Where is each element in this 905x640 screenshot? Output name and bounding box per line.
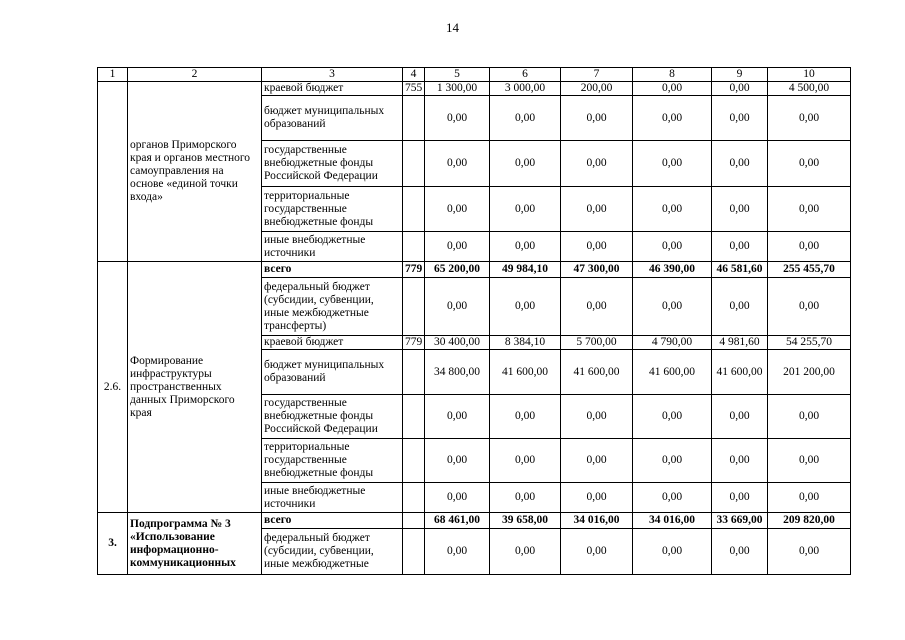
amount-cell: 0,00 (490, 483, 561, 513)
budget-code: 779 (403, 262, 425, 278)
amount-cell: 0,00 (490, 141, 561, 187)
amount-cell: 0,00 (768, 529, 851, 575)
amount-cell: 0,00 (490, 395, 561, 439)
amount-cell: 39 658,00 (490, 513, 561, 529)
amount-cell: 0,00 (425, 529, 490, 575)
funding-source: иные внебюджетные источники (262, 483, 403, 513)
amount-cell: 68 461,00 (425, 513, 490, 529)
amount-cell: 0,00 (561, 483, 633, 513)
amount-cell: 255 455,70 (768, 262, 851, 278)
amount-cell: 4 790,00 (633, 336, 712, 350)
funding-source: краевой бюджет (262, 82, 403, 96)
budget-code (403, 232, 425, 262)
amount-cell: 34 016,00 (561, 513, 633, 529)
amount-cell: 34 016,00 (633, 513, 712, 529)
amount-cell: 0,00 (768, 483, 851, 513)
amount-cell: 0,00 (633, 141, 712, 187)
amount-cell: 49 984,10 (490, 262, 561, 278)
program-name: Подпрограмма № 3 «Использование информационно-коммуникационных (128, 513, 262, 575)
amount-cell: 0,00 (425, 439, 490, 483)
amount-cell: 46 390,00 (633, 262, 712, 278)
header-cell: 6 (490, 68, 561, 82)
row-group-code: 2.6. (98, 262, 128, 513)
amount-cell: 0,00 (561, 232, 633, 262)
amount-cell: 0,00 (633, 232, 712, 262)
budget-code (403, 439, 425, 483)
amount-cell: 54 255,70 (768, 336, 851, 350)
funding-source: бюджет муниципальных образований (262, 96, 403, 141)
amount-cell: 0,00 (712, 187, 768, 232)
budget-code (403, 96, 425, 141)
amount-cell: 0,00 (490, 96, 561, 141)
header-cell: 7 (561, 68, 633, 82)
amount-cell: 0,00 (425, 187, 490, 232)
header-cell: 8 (633, 68, 712, 82)
amount-cell: 0,00 (768, 187, 851, 232)
funding-source: всего (262, 513, 403, 529)
amount-cell: 41 600,00 (712, 350, 768, 395)
header-cell: 4 (403, 68, 425, 82)
amount-cell: 0,00 (425, 278, 490, 336)
row-group-code (98, 82, 128, 262)
amount-cell: 0,00 (425, 232, 490, 262)
amount-cell: 33 669,00 (712, 513, 768, 529)
amount-cell: 1 300,00 (425, 82, 490, 96)
amount-cell: 4 500,00 (768, 82, 851, 96)
amount-cell: 0,00 (712, 529, 768, 575)
page-number: 14 (446, 20, 459, 35)
funding-source: федеральный бюджет (субсидии, субвенции, иные межбюджетные (262, 529, 403, 575)
amount-cell: 0,00 (490, 439, 561, 483)
amount-cell: 209 820,00 (768, 513, 851, 529)
amount-cell: 46 581,60 (712, 262, 768, 278)
budget-code (403, 513, 425, 529)
budget-code: 755 (403, 82, 425, 96)
header-cell: 9 (712, 68, 768, 82)
amount-cell: 0,00 (712, 141, 768, 187)
amount-cell: 0,00 (633, 395, 712, 439)
amount-cell: 0,00 (712, 232, 768, 262)
amount-cell: 0,00 (768, 395, 851, 439)
amount-cell: 0,00 (768, 232, 851, 262)
row-group-code: 3. (98, 513, 128, 575)
amount-cell: 0,00 (490, 278, 561, 336)
amount-cell: 0,00 (712, 96, 768, 141)
amount-cell: 0,00 (633, 187, 712, 232)
amount-cell: 0,00 (561, 96, 633, 141)
amount-cell: 0,00 (633, 82, 712, 96)
funding-source: всего (262, 262, 403, 278)
table-row (98, 262, 851, 278)
funding-source: территориальные государственные внебюджетные фонды (262, 439, 403, 483)
amount-cell: 5 700,00 (561, 336, 633, 350)
header-cell: 1 (98, 68, 128, 82)
header-row (98, 68, 851, 82)
budget-code (403, 350, 425, 395)
budget-code (403, 395, 425, 439)
header-cell: 5 (425, 68, 490, 82)
amount-cell: 65 200,00 (425, 262, 490, 278)
header-cell: 3 (262, 68, 403, 82)
amount-cell: 0,00 (768, 96, 851, 141)
amount-cell: 201 200,00 (768, 350, 851, 395)
amount-cell: 0,00 (425, 96, 490, 141)
budget-code (403, 529, 425, 575)
amount-cell: 0,00 (633, 96, 712, 141)
budget-code (403, 187, 425, 232)
amount-cell: 0,00 (633, 439, 712, 483)
funding-source: государственные внебюджетные фонды Российской Федерации (262, 395, 403, 439)
amount-cell: 0,00 (490, 529, 561, 575)
amount-cell: 0,00 (561, 529, 633, 575)
budget-table (97, 67, 851, 575)
budget-code (403, 141, 425, 187)
amount-cell: 0,00 (712, 395, 768, 439)
budget-code (403, 278, 425, 336)
budget-code: 779 (403, 336, 425, 350)
amount-cell: 0,00 (633, 483, 712, 513)
table-row (98, 513, 851, 529)
amount-cell: 0,00 (425, 141, 490, 187)
funding-source: федеральный бюджет (субсидии, субвенции, иные межбюджетные трансферты) (262, 278, 403, 336)
amount-cell: 0,00 (561, 141, 633, 187)
amount-cell: 0,00 (425, 395, 490, 439)
amount-cell: 30 400,00 (425, 336, 490, 350)
amount-cell: 0,00 (490, 187, 561, 232)
amount-cell: 200,00 (561, 82, 633, 96)
program-name: органов Приморского края и органов местного самоуправления на основе «единой точки входа» (128, 82, 262, 262)
funding-source: территориальные государственные внебюджетные фонды (262, 187, 403, 232)
header-cell: 2 (128, 68, 262, 82)
amount-cell: 0,00 (633, 529, 712, 575)
amount-cell: 0,00 (561, 439, 633, 483)
amount-cell: 4 981,60 (712, 336, 768, 350)
funding-source: государственные внебюджетные фонды Российской Федерации (262, 141, 403, 187)
amount-cell: 0,00 (768, 141, 851, 187)
amount-cell: 0,00 (561, 187, 633, 232)
amount-cell: 41 600,00 (633, 350, 712, 395)
amount-cell: 0,00 (425, 483, 490, 513)
amount-cell: 0,00 (633, 278, 712, 336)
budget-code (403, 483, 425, 513)
amount-cell: 47 300,00 (561, 262, 633, 278)
amount-cell: 0,00 (561, 278, 633, 336)
amount-cell: 34 800,00 (425, 350, 490, 395)
amount-cell: 0,00 (712, 278, 768, 336)
amount-cell: 8 384,10 (490, 336, 561, 350)
amount-cell: 0,00 (712, 483, 768, 513)
amount-cell: 0,00 (768, 278, 851, 336)
amount-cell: 0,00 (768, 439, 851, 483)
amount-cell: 41 600,00 (561, 350, 633, 395)
funding-source: краевой бюджет (262, 336, 403, 350)
program-name: Формирование инфраструктуры пространственных данных Приморского края (128, 262, 262, 513)
amount-cell: 0,00 (712, 439, 768, 483)
amount-cell: 3 000,00 (490, 82, 561, 96)
amount-cell: 0,00 (490, 232, 561, 262)
amount-cell: 0,00 (561, 395, 633, 439)
funding-source: иные внебюджетные источники (262, 232, 403, 262)
amount-cell: 0,00 (712, 82, 768, 96)
funding-source: бюджет муниципальных образований (262, 350, 403, 395)
header-cell: 10 (768, 68, 851, 82)
amount-cell: 41 600,00 (490, 350, 561, 395)
table-row (98, 82, 851, 96)
